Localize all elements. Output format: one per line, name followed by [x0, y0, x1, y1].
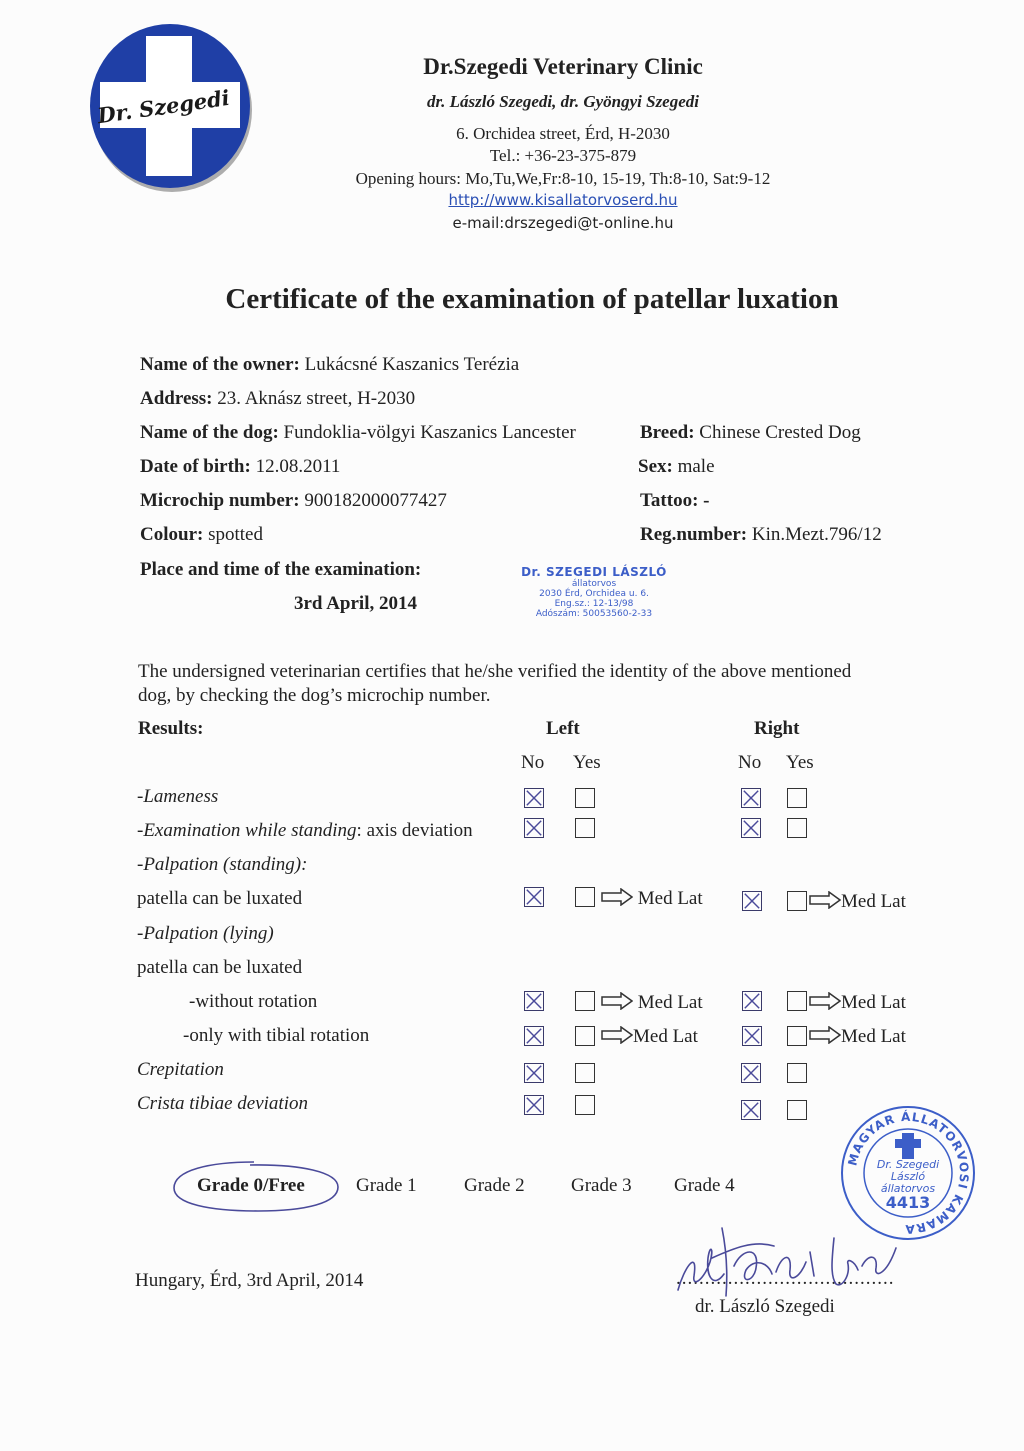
row-standing-label-rest: : axis deviation	[356, 820, 473, 841]
clinic-stamp-line4: Eng.sz.: 12-13/98	[554, 599, 634, 609]
checkbox-without-rotation-right-no[interactable]	[742, 991, 762, 1011]
row-palpation-standing-label: -Palpation (standing):	[137, 854, 308, 875]
owner-label: Name of the owner:	[140, 354, 300, 375]
clinic-tel: Tel.: +36-23-375-879	[489, 146, 637, 165]
signature-line: ......................................	[676, 1268, 895, 1289]
owner-field	[140, 354, 519, 376]
vet-names: dr. László Szegedi, dr. Gyöngyi Szegedi	[426, 92, 699, 111]
breed-field	[640, 422, 861, 444]
checkbox-lameness-left-yes[interactable]	[575, 788, 595, 808]
cross-icon	[895, 1133, 921, 1159]
colour-field	[140, 524, 263, 546]
left-without-rotation-med-lat	[601, 992, 703, 1014]
chamber-stamp-number: 4413	[885, 1193, 931, 1212]
row-crepitation-label: Crepitation	[137, 1059, 224, 1080]
check-x-icon	[743, 992, 761, 1010]
checkbox-standing-luxated-right-yes[interactable]	[787, 891, 807, 911]
clinic-stamp-line1: Dr. SZEGEDI LÁSZLÓ	[521, 565, 667, 579]
grade-3[interactable]: Grade 3	[571, 1175, 632, 1196]
arrow-right-icon	[809, 992, 841, 1010]
results-label: Results:	[138, 718, 204, 739]
reg-number-label: Reg.number:	[640, 524, 748, 545]
microchip-value: 900182000077427	[304, 490, 447, 511]
check-x-icon	[742, 819, 760, 837]
row-lying-luxated-label: patella can be luxated	[137, 957, 303, 978]
signature	[664, 1218, 914, 1298]
checkbox-standing-luxated-left-yes[interactable]	[575, 887, 595, 907]
check-x-icon	[742, 789, 760, 807]
right-no-header: No	[738, 752, 762, 773]
med-lat-label: Med Lat	[841, 992, 906, 1013]
right-without-rotation-med-lat	[809, 992, 906, 1014]
checkbox-standing-luxated-right-no[interactable]	[742, 891, 762, 911]
breed-label: Breed:	[640, 422, 695, 443]
colour-value: spotted	[208, 524, 263, 545]
checkbox-without-rotation-left-no[interactable]	[524, 991, 544, 1011]
breed-value: Chinese Crested Dog	[699, 422, 861, 443]
right-standing-med-lat	[809, 891, 906, 913]
left-standing-med-lat	[601, 888, 703, 910]
checkbox-tibial-rotation-left-yes[interactable]	[575, 1026, 595, 1046]
clinic-email: e-mail:drszegedi@t-online.hu	[452, 214, 674, 232]
row-standing-label	[137, 820, 473, 842]
med-lat-label: Med Lat	[841, 891, 906, 912]
checkbox-standing-right-yes[interactable]	[787, 818, 807, 838]
right-header: Right	[754, 718, 800, 739]
owner-value: Lukácsné Kaszanics Terézia	[304, 354, 520, 375]
check-x-icon	[525, 1064, 543, 1082]
checkbox-crepitation-left-yes[interactable]	[575, 1063, 595, 1083]
address-label: Address:	[140, 388, 213, 409]
checkbox-lameness-right-no[interactable]	[741, 788, 761, 808]
med-lat-label: Med Lat	[637, 992, 703, 1013]
opening-hours: Opening hours: Mo,Tu,We,Fr:8-10, 15-19, Th:8-10, Sat:9-12	[355, 169, 771, 188]
check-x-icon	[525, 992, 543, 1010]
reg-number-field	[640, 524, 882, 546]
arrow-right-icon	[809, 1026, 841, 1044]
checkbox-without-rotation-left-yes[interactable]	[575, 991, 595, 1011]
colour-label: Colour:	[140, 524, 204, 545]
checkbox-crista-right-no[interactable]	[741, 1100, 761, 1120]
left-tibial-rotation-med-lat	[601, 1026, 698, 1048]
row-crista-label: Crista tibiae deviation	[137, 1093, 308, 1114]
grade-1[interactable]: Grade 1	[356, 1175, 417, 1196]
check-x-icon	[525, 888, 543, 906]
checkbox-lameness-right-yes[interactable]	[787, 788, 807, 808]
checkbox-crista-left-yes[interactable]	[575, 1095, 595, 1115]
place-value: 3rd April, 2014	[294, 593, 417, 614]
tattoo-value: -	[703, 490, 710, 511]
check-x-icon	[525, 789, 543, 807]
left-no-header: No	[521, 752, 545, 773]
chamber-stamp-ring-text: MAGYAR ÁLLATORVOSI KAMARA	[845, 1109, 972, 1237]
tattoo-label: Tattoo:	[640, 490, 699, 511]
grade-2[interactable]: Grade 2	[464, 1175, 525, 1196]
checkbox-tibial-rotation-left-no[interactable]	[524, 1026, 544, 1046]
dob-label: Date of birth:	[140, 456, 251, 477]
chamber-stamp-line2: László	[890, 1170, 926, 1183]
statement-line2: dog, by checking the dog’s microchip number.	[138, 685, 491, 706]
arrow-right-icon	[601, 992, 633, 1010]
clinic-stamp-line3: 2030 Érd, Orchidea u. 6.	[539, 589, 649, 599]
checkbox-standing-left-no[interactable]	[524, 818, 544, 838]
right-yes-header: Yes	[786, 752, 814, 773]
left-header: Left	[546, 718, 580, 739]
checkbox-standing-right-no[interactable]	[741, 818, 761, 838]
microchip-field	[140, 490, 447, 512]
left-yes-header: Yes	[573, 752, 601, 773]
signature-icon	[664, 1218, 914, 1298]
med-lat-label: Med Lat	[841, 1026, 906, 1047]
check-x-icon	[742, 1101, 760, 1119]
dog-name-label: Name of the dog:	[140, 422, 279, 443]
dob-field	[140, 456, 340, 478]
check-x-icon	[525, 819, 543, 837]
med-lat-label: Med Lat	[633, 1026, 698, 1047]
clinic-stamp	[504, 565, 684, 619]
clinic-stamp-line2: állatorvos	[571, 579, 617, 589]
grade-4[interactable]: Grade 4	[674, 1175, 735, 1196]
chamber-stamp-line3: állatorvos	[880, 1182, 936, 1195]
address-value: 23. Aknász street, H-2030	[217, 388, 416, 409]
clinic-name: Dr.Szegedi Veterinary Clinic	[423, 54, 703, 79]
arrow-right-icon	[601, 1026, 633, 1044]
statement-line1: The undersigned veterinarian certifies that he/she verified the identity of the above mentioned	[138, 661, 852, 682]
row-standing-label-italic: -Examination while standing	[137, 820, 357, 841]
clinic-address: 6. Orchidea street, Érd, H-2030	[456, 124, 670, 143]
check-x-icon	[525, 1096, 543, 1114]
checkbox-lameness-left-no[interactable]	[524, 788, 544, 808]
med-lat-label: Med Lat	[637, 888, 703, 909]
reg-number-value: Kin.Mezt.796/12	[751, 524, 882, 545]
row-lameness-label: -Lameness	[137, 786, 219, 807]
check-x-icon	[525, 1027, 543, 1045]
right-tibial-rotation-med-lat	[809, 1026, 906, 1048]
certificate-title: Certificate of the examination of patellar luxation	[225, 283, 839, 315]
row-standing-luxated-label: patella can be luxated	[137, 888, 303, 909]
check-x-icon	[743, 892, 761, 910]
row-tibial-rotation-label: -only with tibial rotation	[183, 1025, 370, 1046]
address-field	[140, 388, 415, 410]
checkbox-tibial-rotation-right-yes[interactable]	[787, 1026, 807, 1046]
sex-label: Sex:	[638, 456, 673, 477]
checkbox-crista-left-no[interactable]	[524, 1095, 544, 1115]
checkbox-without-rotation-right-yes[interactable]	[787, 991, 807, 1011]
checkbox-crista-right-yes[interactable]	[787, 1100, 807, 1120]
tattoo-field	[640, 490, 710, 512]
sex-value: male	[677, 456, 715, 477]
arrow-right-icon	[809, 891, 841, 909]
checkbox-crepitation-right-yes[interactable]	[787, 1063, 807, 1083]
place-label: Place and time of the examination:	[140, 559, 422, 580]
microchip-label: Microchip number:	[140, 490, 300, 511]
place-date: Hungary, Érd, 3rd April, 2014	[135, 1270, 364, 1291]
arrow-right-icon	[601, 888, 633, 906]
checkbox-crepitation-right-no[interactable]	[741, 1063, 761, 1083]
sex-field	[638, 456, 715, 478]
row-without-rotation-label: -without rotation	[189, 991, 318, 1012]
website-link[interactable]: http://www.kisallatorvoserd.hu	[448, 191, 678, 209]
chamber-stamp-line1: Dr. Szegedi	[876, 1158, 940, 1171]
dog-name-value: Fundoklia-völgyi Kaszanics Lancester	[283, 422, 576, 443]
dog-name-field	[140, 422, 576, 444]
clinic-stamp-line5: Adószám: 50053560-2-33	[535, 609, 653, 619]
row-palpation-lying-label: -Palpation (lying)	[137, 923, 274, 944]
checkbox-crepitation-left-no[interactable]	[524, 1063, 544, 1083]
checkbox-standing-left-yes[interactable]	[575, 818, 595, 838]
signatory-name: dr. László Szegedi	[695, 1296, 835, 1317]
clinic-logo	[88, 22, 256, 194]
checkbox-standing-luxated-left-no[interactable]	[524, 887, 544, 907]
grade-0-free[interactable]: Grade 0/Free	[197, 1175, 305, 1196]
checkbox-tibial-rotation-right-no[interactable]	[742, 1026, 762, 1046]
logo-text: Dr. Szegedi	[95, 84, 232, 129]
check-x-icon	[743, 1027, 761, 1045]
check-x-icon	[742, 1064, 760, 1082]
dob-value: 12.08.2011	[255, 456, 341, 477]
